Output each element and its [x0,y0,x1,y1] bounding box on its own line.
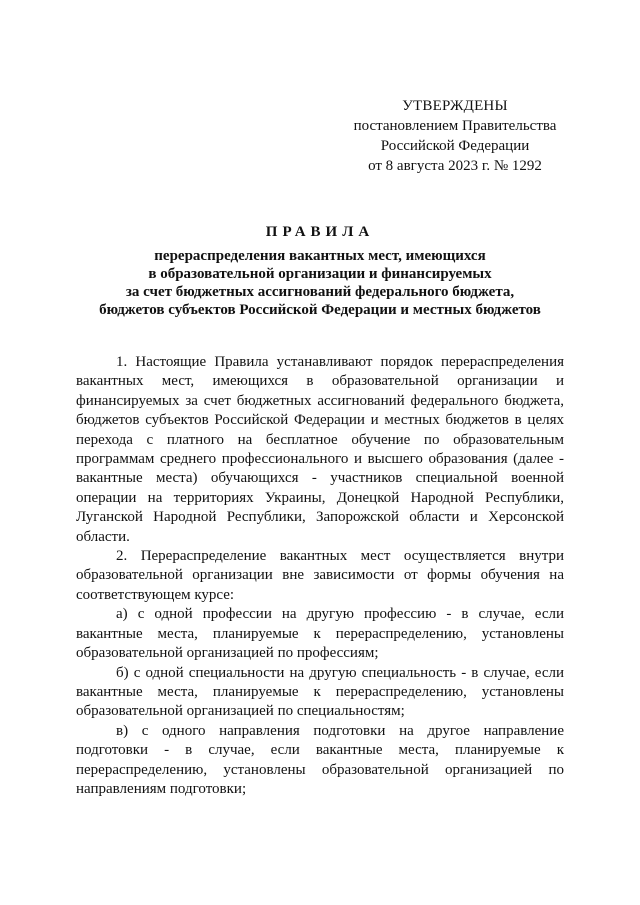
subparagraph-b: б) с одной специальности на другую специальность - в случае, если вакантные места, планируемые к перераспределению, установлены образовательной организацией по специальностям; [76,664,564,720]
approval-heading: УТВЕРЖДЕНЫ [402,98,508,114]
subtitle-line: бюджетов субъектов Российской Федерации и местных бюджетов [99,302,541,318]
approval-date-number: от 8 августа 2023 г. № 1292 [368,158,542,174]
document-title: ПРАВИЛА [265,224,375,240]
approval-line: постановлением Правительства [353,118,557,134]
paragraph-1: 1. Настоящие Правила устанавливают порядок перераспределения вакантных мест, имеющихся в образовательной организации и финансируемых за счет бюджетных ассигнований федерального бюджета, бюджетов субъектов Российской Федерации и местных бюджетов в целях перехода с платного на бесплатное обучение по образовательным программам среднего профессионального и высшего образования (далее - вакантные места) обучающихся - участников специальной военной операции на территориях Украины, Донецкой Народной Республики, Луганской Народной Республики, Запорожской области и Херсонской области. [76,354,564,545]
subparagraph-v: в) с одного направления подготовки на другое направление подготовки - в случае, если вакантные места, планируемые к перераспределению, установлены образовательной организацией по направлениям подготовки; [76,722,564,797]
subtitle-line: перераспределения вакантных мест, имеющихся [154,248,486,264]
subparagraph-a: а) с одной профессии на другую профессию - в случае, если вакантные места, планируемые к перераспределению, установлены образовательной организацией по профессиям; [76,606,564,662]
subtitle-line: за счет бюджетных ассигнований федерального бюджета, [125,284,515,300]
document-subtitle [50,247,590,319]
paragraph-2: 2. Перераспределение вакантных мест осуществляется внутри образовательной организации вне зависимости от формы обучения на соответствующем курсе: [76,548,564,603]
approval-line: Российской Федерации [380,138,530,154]
approval-stamp [330,96,580,176]
document-body [76,353,564,799]
subtitle-line: в образовательной организации и финансируемых [148,266,492,282]
